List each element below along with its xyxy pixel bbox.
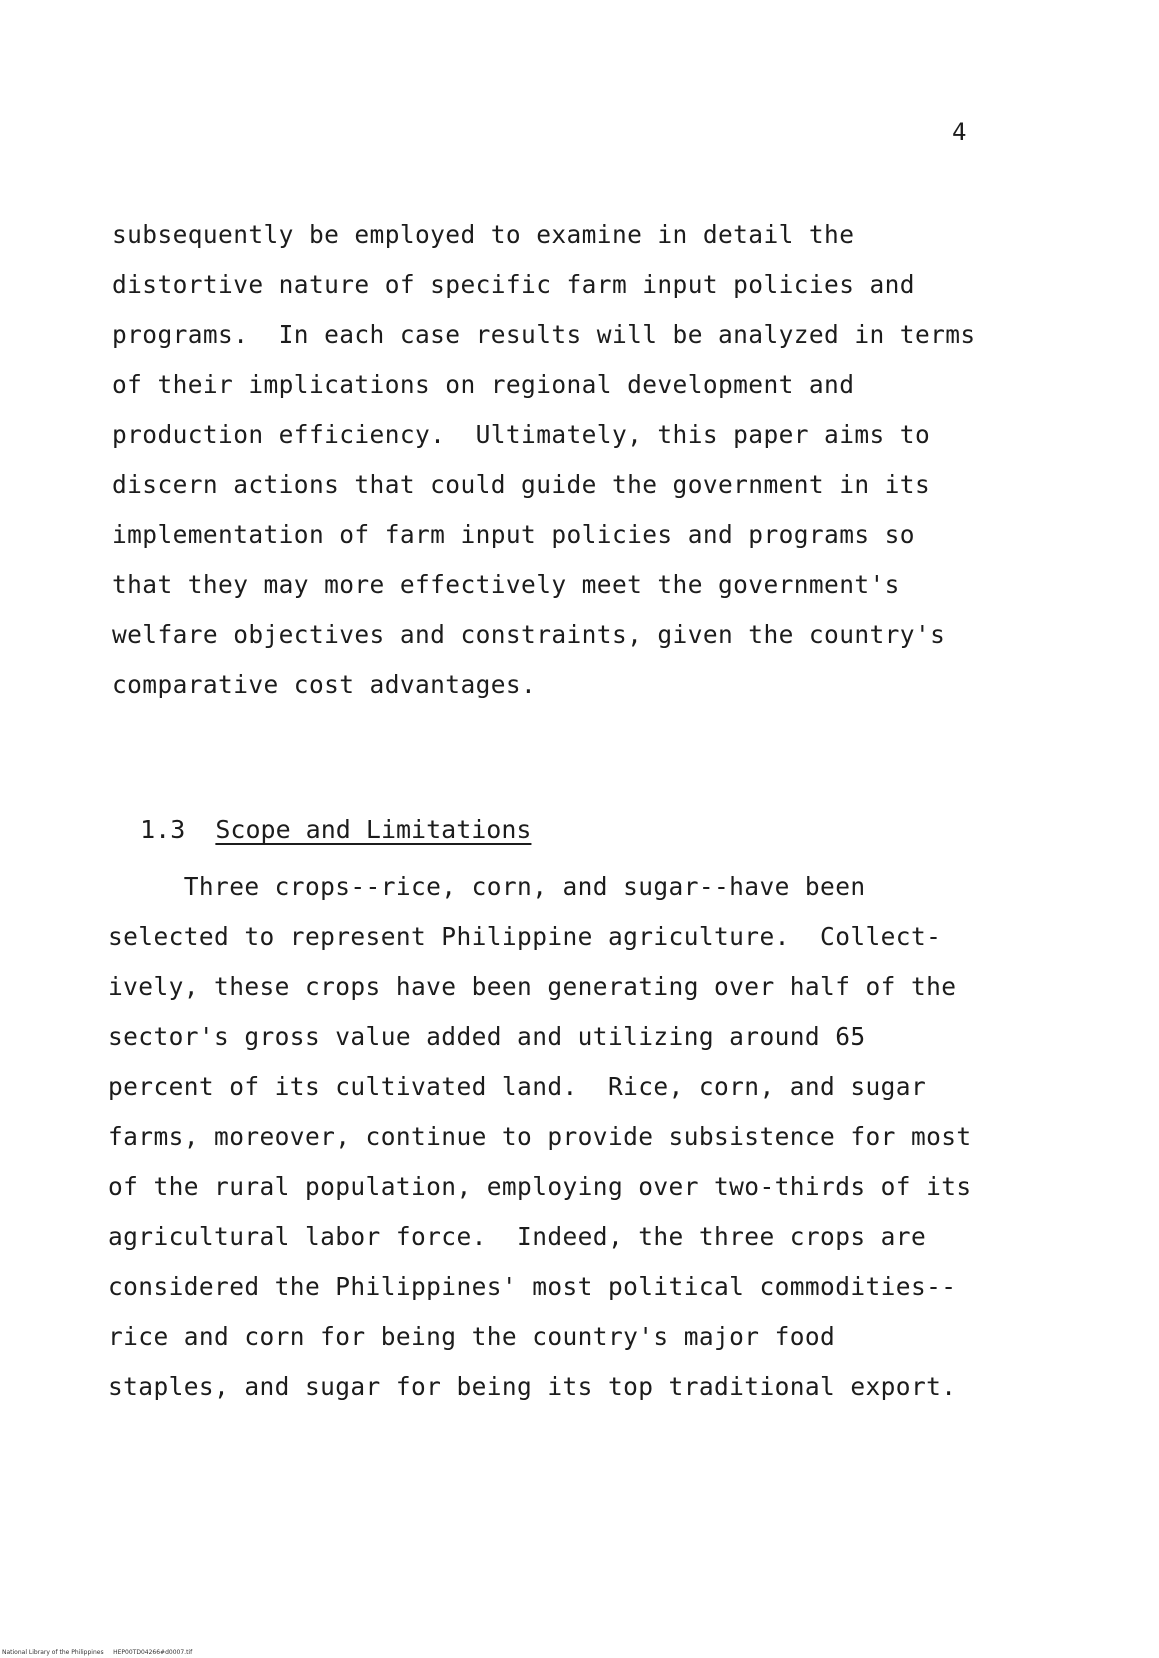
paragraph-scope [108, 862, 972, 1412]
footer-code: HEP00TD04266#d0007.tif [113, 1649, 193, 1656]
text-line: selected to represent Philippine agriculture. Collect- [108, 922, 942, 951]
text-line: subsequently be employed to examine in detail the [112, 220, 855, 249]
text-line: distortive nature of specific farm input policies and [112, 270, 915, 299]
text-line: programs. In each case results will be analyzed in terms [112, 320, 976, 349]
text-line: considered the Philippines' most political commodities-- [108, 1272, 957, 1301]
text-line: discern actions that could guide the government in its [112, 470, 931, 499]
text-line: comparative cost advantages. [112, 670, 537, 699]
section-number: 1.3 [140, 815, 186, 844]
text-line: sector's gross value added and utilizing around 65 [108, 1022, 866, 1051]
text-line: farms, moreover, continue to provide subsistence for most [108, 1122, 972, 1151]
scan-footer [2, 1649, 192, 1656]
text-line: that they may more effectively meet the government's [112, 570, 900, 599]
text-line: Three crops--rice, corn, and sugar--have been [108, 872, 866, 901]
page-number: 4 [952, 118, 967, 146]
text-line: percent of its cultivated land. Rice, corn, and sugar [108, 1072, 927, 1101]
text-line: of the rural population, employing over two-thirds of its [108, 1172, 972, 1201]
footer-library: National Library of the Philippines [2, 1649, 104, 1656]
text-line: rice and corn for being the country's major food [108, 1322, 836, 1351]
text-line: agricultural labor force. Indeed, the three crops are [108, 1222, 927, 1251]
text-line: staples, and sugar for being its top traditional export. [108, 1372, 957, 1401]
paragraph-objectives [112, 210, 976, 710]
section-title: Scope and Limitations [215, 815, 532, 844]
text-line: implementation of farm input policies and programs so [112, 520, 915, 549]
text-line: welfare objectives and constraints, given the country's [112, 620, 946, 649]
text-line: ively, these crops have been generating over half of the [108, 972, 957, 1001]
text-line: of their implications on regional development and [112, 370, 855, 399]
text-line: production efficiency. Ultimately, this paper aims to [112, 420, 931, 449]
section-heading [110, 786, 531, 844]
